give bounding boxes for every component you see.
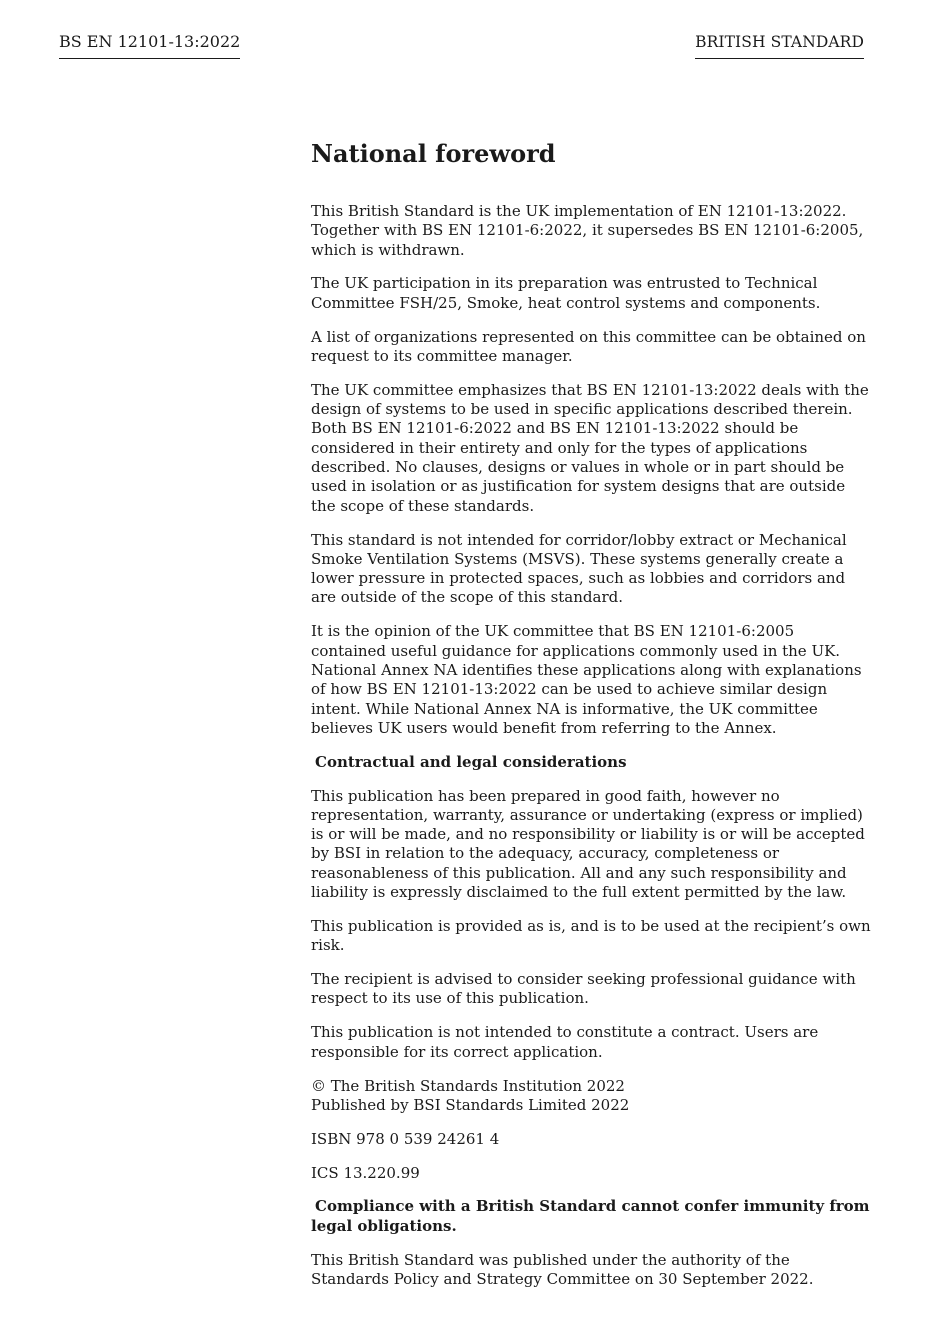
paragraph-opinion: It is the opinion of the UK committee that BS EN 12101-6:2005 contained useful guidance for applications commonly used in the UK. National Annex NA identifies these applications along with explanations of how BS EN 12101-13:2022 can be used to achieve similar design intent. While National Annex NA is informative, the UK committee believes UK users would benefit from referring to the Annex. bbox=[311, 622, 862, 737]
paragraph-scope: This standard is not intended for corridor/lobby extract or Mechanical Smoke Ventilation Systems (MSVS). These systems generally create a lower pressure in protected spaces, such as lobbies and corridors and are outside of the scope of this standard. bbox=[311, 530, 847, 607]
copyright-block bbox=[311, 1077, 871, 1116]
foreword-body bbox=[311, 138, 871, 1304]
paragraph-good-faith: This publication has been prepared in good faith, however no representation, warranty, assurance or undertaking (express or implied) is or will be made, and no responsibility or liability is or will be accepted by BSI in relation to the adequacy, accuracy, completeness or reasonableness of this publication. All and any such responsibility and liability is expressly disclaimed to the full extent permitted by the law. bbox=[311, 786, 865, 902]
paragraph-organizations: A list of organizations represented on this committee can be obtained on request to its committee manager. bbox=[311, 327, 866, 365]
ics-code: ICS 13.220.99 bbox=[311, 1163, 420, 1182]
publication-note: This British Standard was published under the authority of the Standards Policy and Strategy Committee on 30 September 2022. bbox=[311, 1250, 814, 1288]
document-type: BRITISH STANDARD bbox=[695, 31, 864, 59]
publisher-line: Published by BSI Standards Limited 2022 bbox=[311, 1095, 630, 1114]
compliance-notice: Compliance with a British Standard cannot confer immunity from legal obligations. bbox=[311, 1197, 870, 1235]
page-title: National foreword bbox=[311, 139, 556, 168]
paragraph-emphasis: The UK committee emphasizes that BS EN 12101-13:2022 deals with the design of systems to be used in specific applications described therein. Both BS EN 12101-6:2022 and BS EN 12101-13:2022 should be considered in their entirety and only for the types of applications described. No clauses, designs or values in whole or in part should be used in isolation or as justification for system designs that are outside the scope of these standards. bbox=[311, 380, 869, 515]
paragraph-guidance: The recipient is advised to consider seeking professional guidance with respect to its use of this publication. bbox=[311, 970, 856, 1008]
paragraph-own-risk: This publication is provided as is, and is to be used at the recipient’s own risk. bbox=[311, 916, 871, 955]
paragraph-not-contract: This publication is not intended to constitute a contract. Users are responsible for its correct application. bbox=[311, 1023, 819, 1061]
copyright-line: © The British Standards Institution 2022 bbox=[311, 1076, 625, 1095]
contractual-heading: Contractual and legal considerations bbox=[315, 752, 627, 771]
paragraph-implementation: This British Standard is the UK implementation of EN 12101-13:2022. Together with BS EN 12101-6:2022, it supersedes BS EN 12101-6:2005, which is withdrawn. bbox=[311, 202, 864, 259]
isbn: ISBN 978 0 539 24261 4 bbox=[311, 1129, 500, 1148]
document-id: BS EN 12101-13:2022 bbox=[59, 31, 240, 59]
paragraph-participation: The UK participation in its preparation was entrusted to Technical Committee FSH/25, Smoke, heat control systems and components. bbox=[311, 274, 821, 312]
